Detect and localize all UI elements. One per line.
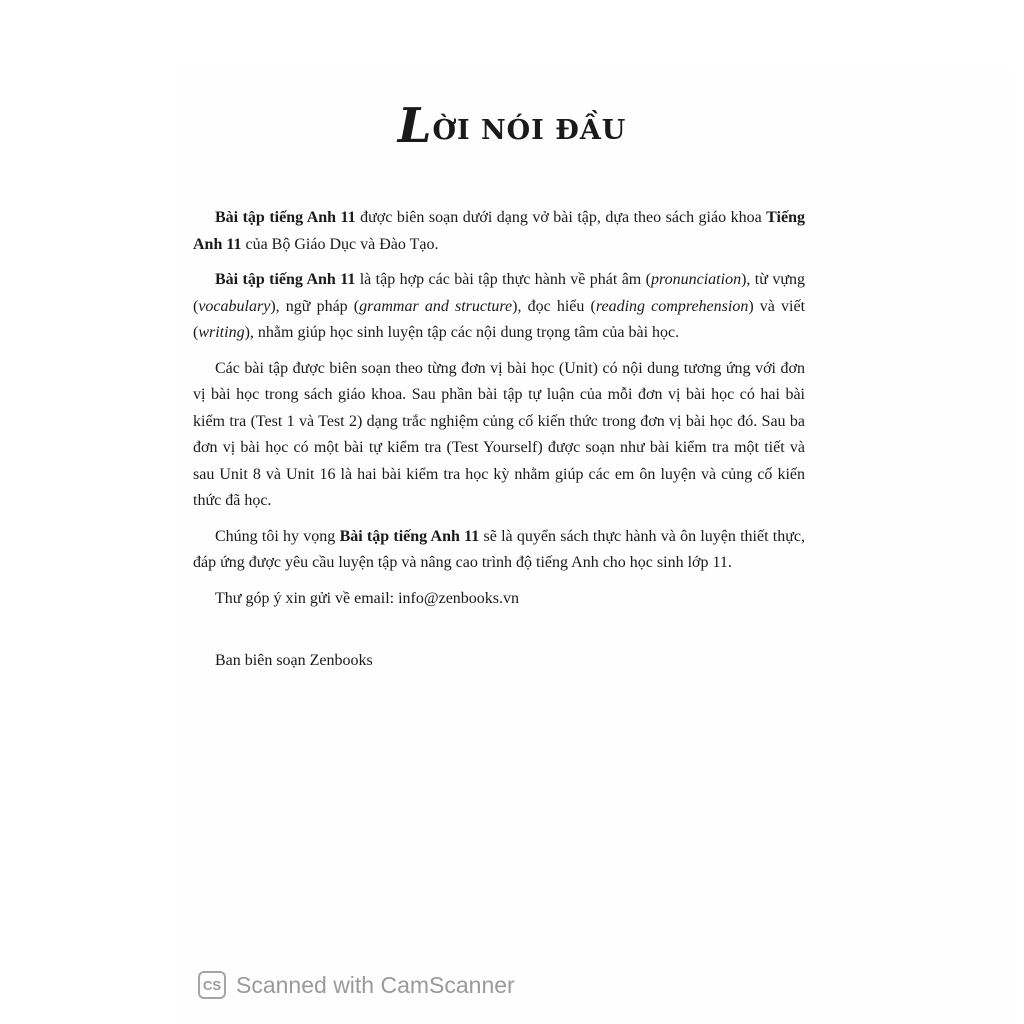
text: ) và viết ( (193, 297, 806, 341)
title-initial: L (397, 98, 433, 154)
paragraph-3: Các bài tập được biên soạn theo từng đơn vị bài học (Unit) có nội dung tương ứng với đơn vị bài học trong sách giáo khoa. Sau phần bài tập tự luận của mỗi đơn vị bài học có hai bài kiểm tra (Test 1 và Test 2) dạng trắc nghiệm củng cố kiến thức trong đơn vị bài học đó. Sau ba đơn vị bài học có một bài tự kiểm tra (Test Yourself) được soạn như bài kiểm tra một tiết và sau Unit 8 và Unit 16 là hai bài kiểm tra học kỳ nhằm giúp các em ôn luyện và củng cố kiến thức đã học. (193, 359, 805, 509)
preface-body (193, 205, 805, 684)
watermark-text: Scanned with CamScanner (236, 971, 515, 998)
camscanner-logo-icon: CS (198, 971, 226, 999)
paragraph-2 (193, 267, 805, 347)
text: được biên soạn dưới dạng vở bài tập, dựa theo sách giáo khoa (355, 209, 767, 226)
text: sẽ là quyển sách thực hành và ôn luyện thiết thực, đáp ứng được yêu cầu luyện tập và nâng cao trình độ tiếng Anh cho học sinh lớp 11. (193, 527, 806, 571)
book-title: Bài tập tiếng Anh 11 (339, 527, 480, 545)
book-title: Bài tập tiếng Anh 11 (215, 271, 356, 288)
text: ), đọc hiểu ( (512, 297, 596, 315)
text: ), nhằm giúp học sinh luyện tập các nội dung trọng tâm của bài học. (244, 324, 680, 341)
term: grammar and structure (359, 297, 513, 315)
signature: Ban biên soạn Zenbooks (215, 652, 373, 669)
camscanner-watermark (198, 968, 515, 1002)
text: ), từ vựng ( (193, 271, 806, 315)
paragraph-1 (193, 205, 805, 258)
text: Chúng tôi hy vọng (215, 527, 340, 545)
page-title (0, 98, 1024, 154)
term: pronunciation (651, 271, 742, 288)
paragraph-4 (193, 524, 805, 577)
text: là tập hợp các bài tập thực hành về phát âm ( (355, 271, 651, 288)
book-title: Bài tập tiếng Anh 11 (215, 209, 356, 226)
textbook-title: Tiếng Anh 11 (193, 209, 805, 253)
text: của Bộ Giáo Dục và Đào Tạo. (241, 235, 439, 253)
term: reading comprehension (595, 297, 749, 315)
text: ), ngữ pháp ( (270, 297, 360, 315)
term: writing (198, 324, 245, 341)
term: vocabulary (198, 297, 271, 315)
contact-line: Thư góp ý xin gửi về email: info@zenbooks.vn (215, 589, 520, 607)
title-text: ỜI NÓI ĐẦU (432, 115, 627, 146)
